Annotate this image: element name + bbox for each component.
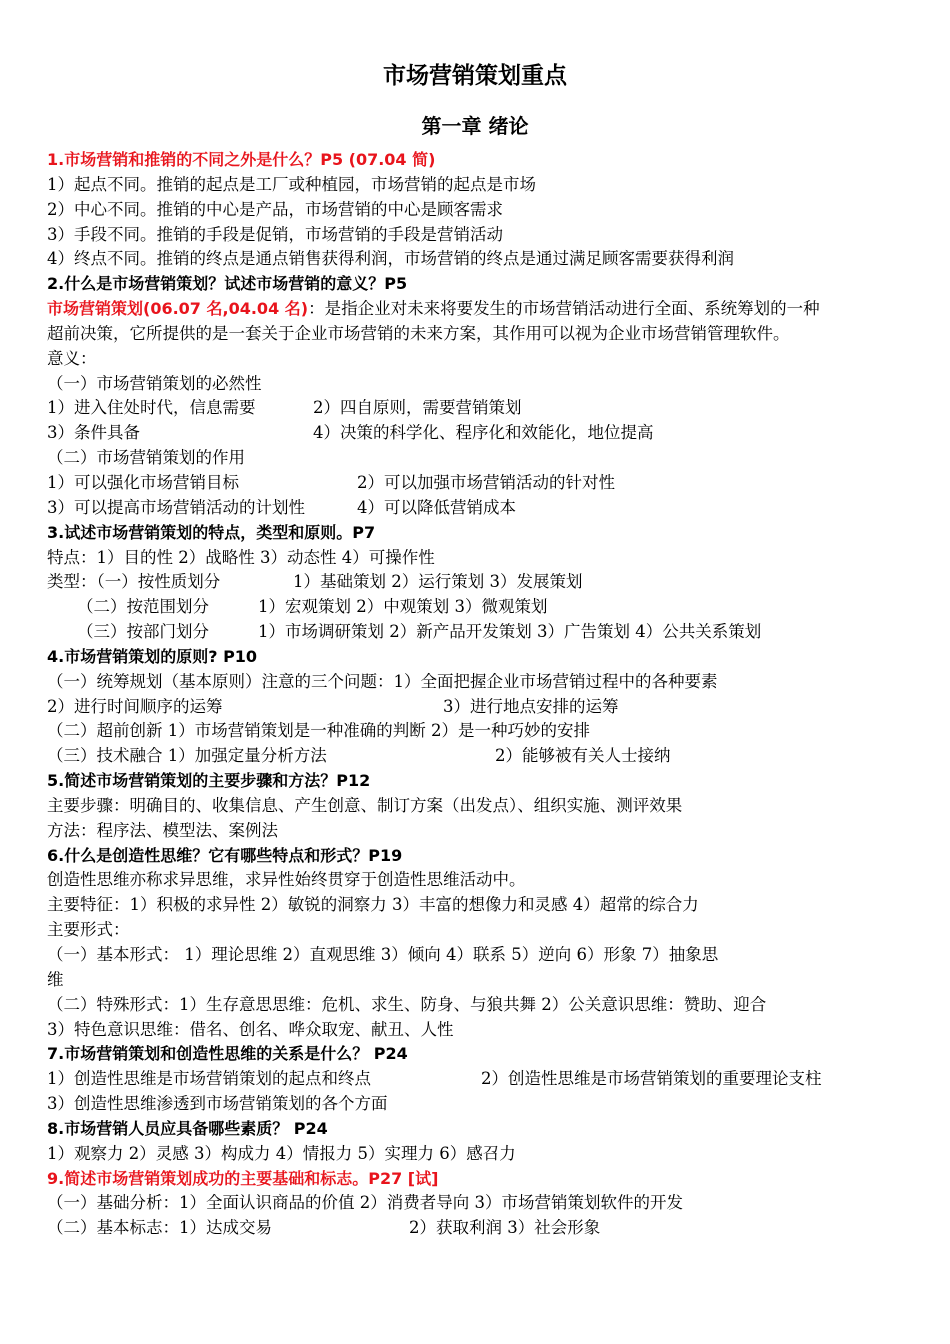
text-line: 3）特色意识思维：借名、创名、哗众取宠、献丑、人性 [47,1019,454,1039]
text-line: 3）可以提高市场营销活动的计划性 4）可以降低营销成本 [47,497,516,517]
question-5: 5.简述市场营销策划的主要步骤和方法？P12 [47,771,371,791]
question-7: 7.市场营销策划和创造性思维的关系是什么？ P24 [47,1044,408,1064]
text-line: 主要形式： [47,920,130,940]
text-line: 3）创造性思维渗透到市场营销策划的各个方面 [47,1094,388,1114]
text-line: 超前决策，它所提供的是一套关于企业市场营销的未来方案，其作用可以视为企业市场营销管理软件。 [47,323,790,343]
text-line: （三）按部门划分 1）市场调研策划 2）新产品开发策划 3）广告策划 4）公共关系策划 [77,622,762,642]
text-line: 1）进入住处时代，信息需要 2）四自原则，需要营销策划 [47,398,522,418]
text-line: 1）起点不同。推销的起点是工厂或种植园，市场营销的起点是市场 [47,174,536,194]
text-line: （一）基本形式： 1）理论思维 2）直观思维 3）倾向 4）联系 5）逆向 6）形象 7）抽象思 [47,945,719,964]
text-line: 3）手段不同。推销的手段是促销，市场营销的手段是营销活动 [47,224,503,244]
question-9: 9.简述市场营销策划成功的主要基础和标志。P27 [试] [47,1168,439,1188]
question-4: 4.市场营销策划的原则? P10 [47,646,258,666]
text-line: 方法：程序法、模型法、案例法 [47,820,278,840]
text-line: 类型：（一）按性质划分 1）基础策划 2）运行策划 3）发展策划 [47,572,583,592]
text-line: 特点：1）目的性 2）战略性 3）动态性 4）可操作性 [47,547,435,567]
text-line: （二）特殊形式：1）生存意思思维：危机、求生、防身、与狼共舞 2）公关意识思维：赞助、迎合 [47,994,767,1014]
text-line: 2）中心不同。推销的中心是产品，市场营销的中心是顾客需求 [47,199,503,219]
text-line: 创造性思维亦称求异思维，求异性始终贯穿于创造性思维活动中。 [47,870,526,890]
chapter-heading: 第一章 绪论 [421,114,529,138]
text-line: （二）超前创新 1）市场营销策划是一种准确的判断 2）是一种巧妙的安排 [47,721,590,741]
definition-term: 市场营销策划(06.07 名,04.04 名) [47,299,309,319]
question-6: 6.什么是创造性思维？它有哪些特点和形式？P19 [47,845,403,865]
text-line: 意义： [47,348,97,368]
text-line: 1）观察力 2）灵感 3）构成力 4）情报力 5）实理力 6）感召力 [47,1143,516,1163]
text-line: （一）统筹规划（基本原则）注意的三个问题：1）全面把握企业市场营销过程中的各种要素 [47,671,718,691]
text-line: （二）市场营销策划的作用 [47,448,245,468]
question-8: 8.市场营销人员应具备哪些素质？ P24 [47,1118,328,1138]
text-line: （一）市场营销策划的必然性 [47,373,262,393]
question-3: 3.试述市场营销策划的特点，类型和原则。P7 [47,522,376,542]
text-line: 主要步骤：明确目的、收集信息、产生创意、制订方案（出发点）、组织实施、测评效果 [47,795,683,815]
text-line: 1）创造性思维是市场营销策划的起点和终点 2）创造性思维是市场营销策划的重要理论支柱 [47,1069,822,1089]
text-line: 1）可以强化市场营销目标 2）可以加强市场营销活动的针对性 [47,472,615,492]
definition-line [47,297,927,322]
text-line: （二）按范围划分 1）宏观策划 2）中观策划 3）微观策划 [77,597,548,617]
text-line: 3）条件具备 4）决策的科学化、程序化和效能化，地位提高 [47,423,654,443]
text-line: 4）终点不同。推销的终点是通点销售获得利润，市场营销的终点是通过满足顾客需要获得利润 [47,249,734,269]
text-line: （一）基础分析：1）全面认识商品的价值 2）消费者导向 3）市场营销策划软件的开发 [47,1193,683,1213]
text-line: 维 [47,969,64,989]
text-line: （二）基本标志：1）达成交易 2）获取利润 3）社会形象 [47,1218,601,1238]
question-1: 1.市场营销和推销的不同之外是什么？P5 (07.04 简) [47,150,436,169]
text-line: （三）技术融合 1）加强定量分析方法 2）能够被有关人士接纳 [47,746,671,766]
definition-text: ：是指企业对未来将要发生的市场营销活动进行全面、系统筹划的一种 [308,299,820,319]
document-body [47,148,927,1241]
text-line: 2）进行时间顺序的运筹 3）进行地点安排的运筹 [47,696,619,716]
question-2: 2.什么是市场营销策划？试述市场营销的意义？P5 [47,274,408,294]
text-line: 主要特征：1）积极的求异性 2）敏锐的洞察力 3）丰富的想像力和灵感 4）超常的综合力 [47,895,699,915]
document-title: 市场营销策划重点 [383,63,567,89]
